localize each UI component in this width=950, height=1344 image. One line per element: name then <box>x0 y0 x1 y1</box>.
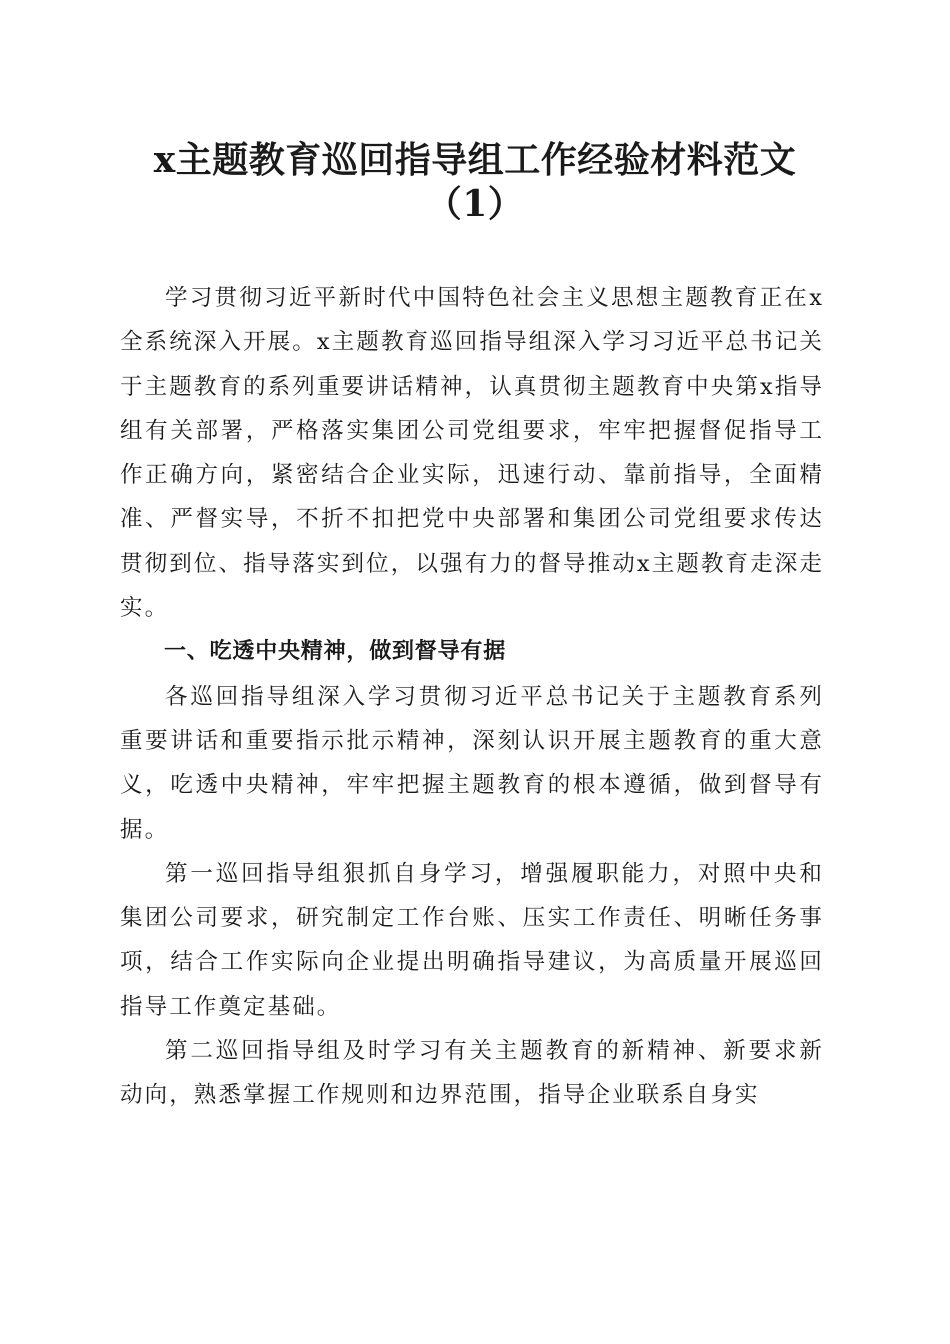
section-heading-1: 一、吃透中央精神，做到督导有据 <box>164 639 507 665</box>
section1-paragraph-1: 各巡回指导组深入学习贯彻习近平总书记关于主题教育系列重要讲话和重要指示批示精神，深刻认识开展主题教育的重大意义，吃透中央精神，牢牢把握主题教育的根本遵循，做到督导有据。 <box>120 683 824 843</box>
title-line-main: x主题教育巡回指导组工作经验材料范文 <box>153 139 797 181</box>
intro-paragraph: 学习贯彻习近平新时代中国特色社会主义思想主题教育正在x全系统深入开展。x主题教育巡回指导组深入学习习近平总书记关于主题教育的系列重要讲话精神，认真贯彻主题教育中央第x指导组有关部署，严格落实集团公司党组要求，牢牢把握督促指导工作正确方向，紧密结合企业实际，迅速行动、靠前指导，全面精准、严督实导，不折不扣把党中央部署和集团公司党组要求传达贯彻到位、指导落实到位，以强有力的督导推动x主题教育走深走实。 <box>120 285 824 622</box>
title-line-number: （1） <box>425 183 525 225</box>
document-title <box>60 138 890 226</box>
document-body <box>120 276 824 1118</box>
section1-paragraph-3: 第二巡回指导组及时学习有关主题教育的新精神、新要求新动向，熟悉掌握工作规则和边界范围，指导企业联系自身实 <box>120 1038 824 1109</box>
section1-paragraph-2: 第一巡回指导组狠抓自身学习，增强履职能力，对照中央和集团公司要求，研究制定工作台账、压实工作责任、明晰任务事项，结合工作实际向企业提出明确指导建议，为高质量开展巡回指导工作奠定基础。 <box>120 860 824 1020</box>
